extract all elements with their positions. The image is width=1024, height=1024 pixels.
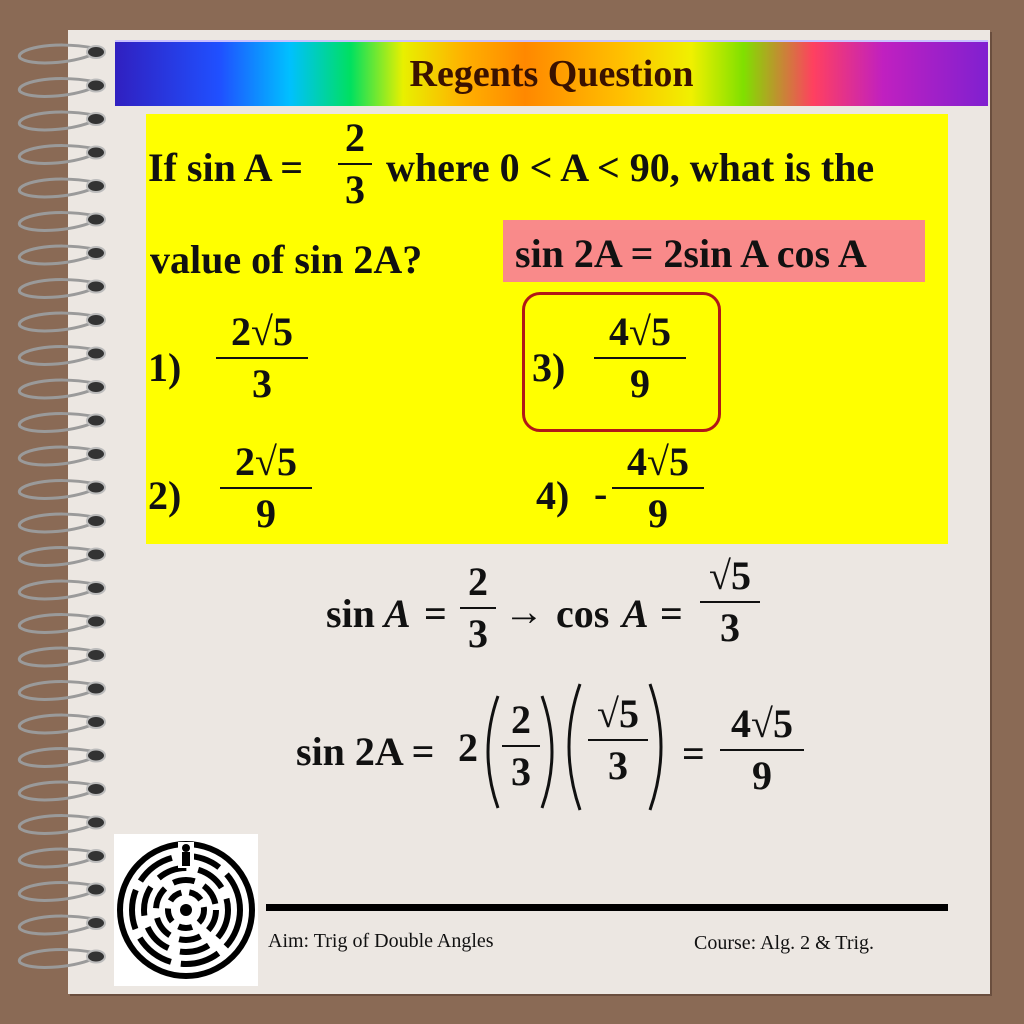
fraction-bar — [700, 601, 760, 603]
title-banner — [115, 40, 988, 106]
solution2-equals: = — [682, 731, 705, 776]
choice-4-label: 4) — [536, 473, 570, 518]
choice-2-numerator: 2√5 — [235, 439, 297, 484]
spiral-ring — [19, 146, 105, 164]
fraction-bar — [338, 163, 372, 165]
solution2-fraction-1-denominator: 3 — [511, 749, 531, 794]
spiral-ring — [19, 682, 105, 700]
question-suffix: where 0 < A < 90, what is the — [386, 145, 875, 190]
fraction-bar — [720, 749, 804, 751]
spiral-ring — [19, 849, 105, 867]
spiral-ring — [19, 481, 105, 499]
question-fraction — [338, 115, 372, 212]
spiral-ring — [19, 447, 105, 465]
solution2-fraction-1-numerator: 2 — [511, 697, 531, 742]
spiral-ring — [19, 347, 105, 365]
footer-course: Course: Alg. 2 & Trig. — [694, 932, 875, 954]
spiral-ring — [19, 280, 105, 298]
solution2-fraction-1 — [502, 697, 540, 794]
choice-4-numerator: 4√5 — [627, 439, 689, 484]
solution-cos-denominator: 3 — [720, 605, 740, 650]
choice-2-fraction — [220, 439, 312, 536]
solution2-result-numerator: 4√5 — [731, 701, 793, 746]
solution-cos-fraction — [700, 553, 760, 650]
fraction-bar — [594, 357, 686, 359]
solution-equals-2: = — [660, 591, 683, 636]
spiral-ring — [19, 548, 105, 566]
solution-equals: = — [424, 591, 447, 636]
spiral-ring — [19, 883, 105, 901]
choice-1-fraction — [216, 309, 308, 406]
choice-1-denominator: 3 — [252, 361, 272, 406]
question-line2: value of sin 2A? — [150, 237, 423, 282]
spiral-ring — [19, 179, 105, 197]
solution-sin-numerator: 2 — [468, 559, 488, 604]
footer-rule — [266, 904, 948, 911]
solution2-coefficient: 2 — [458, 725, 478, 770]
solution-sin-fraction — [460, 559, 496, 656]
page-title: Regents Question — [409, 53, 694, 95]
fraction-bar — [588, 739, 648, 741]
solution-cos-numerator: √5 — [709, 553, 751, 598]
maze-icon — [114, 834, 258, 986]
solution-sin-denominator: 3 — [468, 611, 488, 656]
spiral-ring — [19, 514, 105, 532]
spiral-binding-icon — [10, 38, 120, 988]
spiral-ring — [19, 615, 105, 633]
spiral-ring — [19, 782, 105, 800]
spiral-ring — [19, 648, 105, 666]
solution2-lhs: sin 2A = — [296, 729, 435, 774]
spiral-ring — [19, 414, 105, 432]
logo — [114, 834, 258, 986]
choice-3-numerator: 4√5 — [609, 309, 671, 354]
choice-3-fraction — [594, 309, 686, 406]
choice-4-fraction — [612, 439, 704, 536]
spiral-ring — [19, 313, 105, 331]
solution2-fraction-2-numerator: √5 — [597, 691, 639, 736]
spiral-ring — [19, 581, 105, 599]
identity-hint-text: sin 2A = 2sin A cos A — [515, 231, 867, 276]
identity-hint — [503, 220, 925, 282]
solution-cos: cos — [556, 591, 610, 636]
question-fraction-denominator: 3 — [345, 167, 365, 212]
question-prefix: If sin A = — [148, 145, 304, 190]
solution2-result-denominator: 9 — [752, 753, 772, 798]
choice-4-denominator: 9 — [648, 491, 668, 536]
choice-4-sign: - — [594, 471, 608, 516]
spiral-ring — [19, 79, 105, 97]
fraction-bar — [612, 487, 704, 489]
spiral-ring — [19, 816, 105, 834]
footer-aim: Aim: Trig of Double Angles — [268, 930, 494, 952]
solution-sin: sin — [326, 591, 375, 636]
spiral-ring — [19, 246, 105, 264]
solution-angle-a: A — [384, 591, 411, 636]
spiral-ring — [19, 112, 105, 130]
question-fraction-numerator: 2 — [345, 115, 365, 160]
choice-1-label: 1) — [148, 345, 182, 390]
solution2-result-fraction — [720, 701, 804, 798]
spiral-ring — [19, 45, 105, 63]
spiral-ring — [19, 213, 105, 231]
fraction-bar — [216, 357, 308, 359]
fraction-bar — [220, 487, 312, 489]
spiral-ring — [19, 380, 105, 398]
fraction-bar — [502, 745, 540, 747]
solution-arrow: → — [504, 589, 544, 634]
spiral-ring — [19, 916, 105, 934]
choice-3-denominator: 9 — [630, 361, 650, 406]
spiral-ring — [19, 950, 105, 968]
solution2-fraction-2-denominator: 3 — [608, 743, 628, 788]
solution-angle-a2: A — [622, 591, 649, 636]
choice-2-label: 2) — [148, 473, 182, 518]
choice-3-label: 3) — [532, 345, 566, 390]
spiral-ring — [19, 715, 105, 733]
fraction-bar — [460, 607, 496, 609]
choice-1-numerator: 2√5 — [231, 309, 293, 354]
spiral-ring — [19, 749, 105, 767]
solution2-fraction-2 — [588, 691, 648, 788]
choice-2-denominator: 9 — [256, 491, 276, 536]
